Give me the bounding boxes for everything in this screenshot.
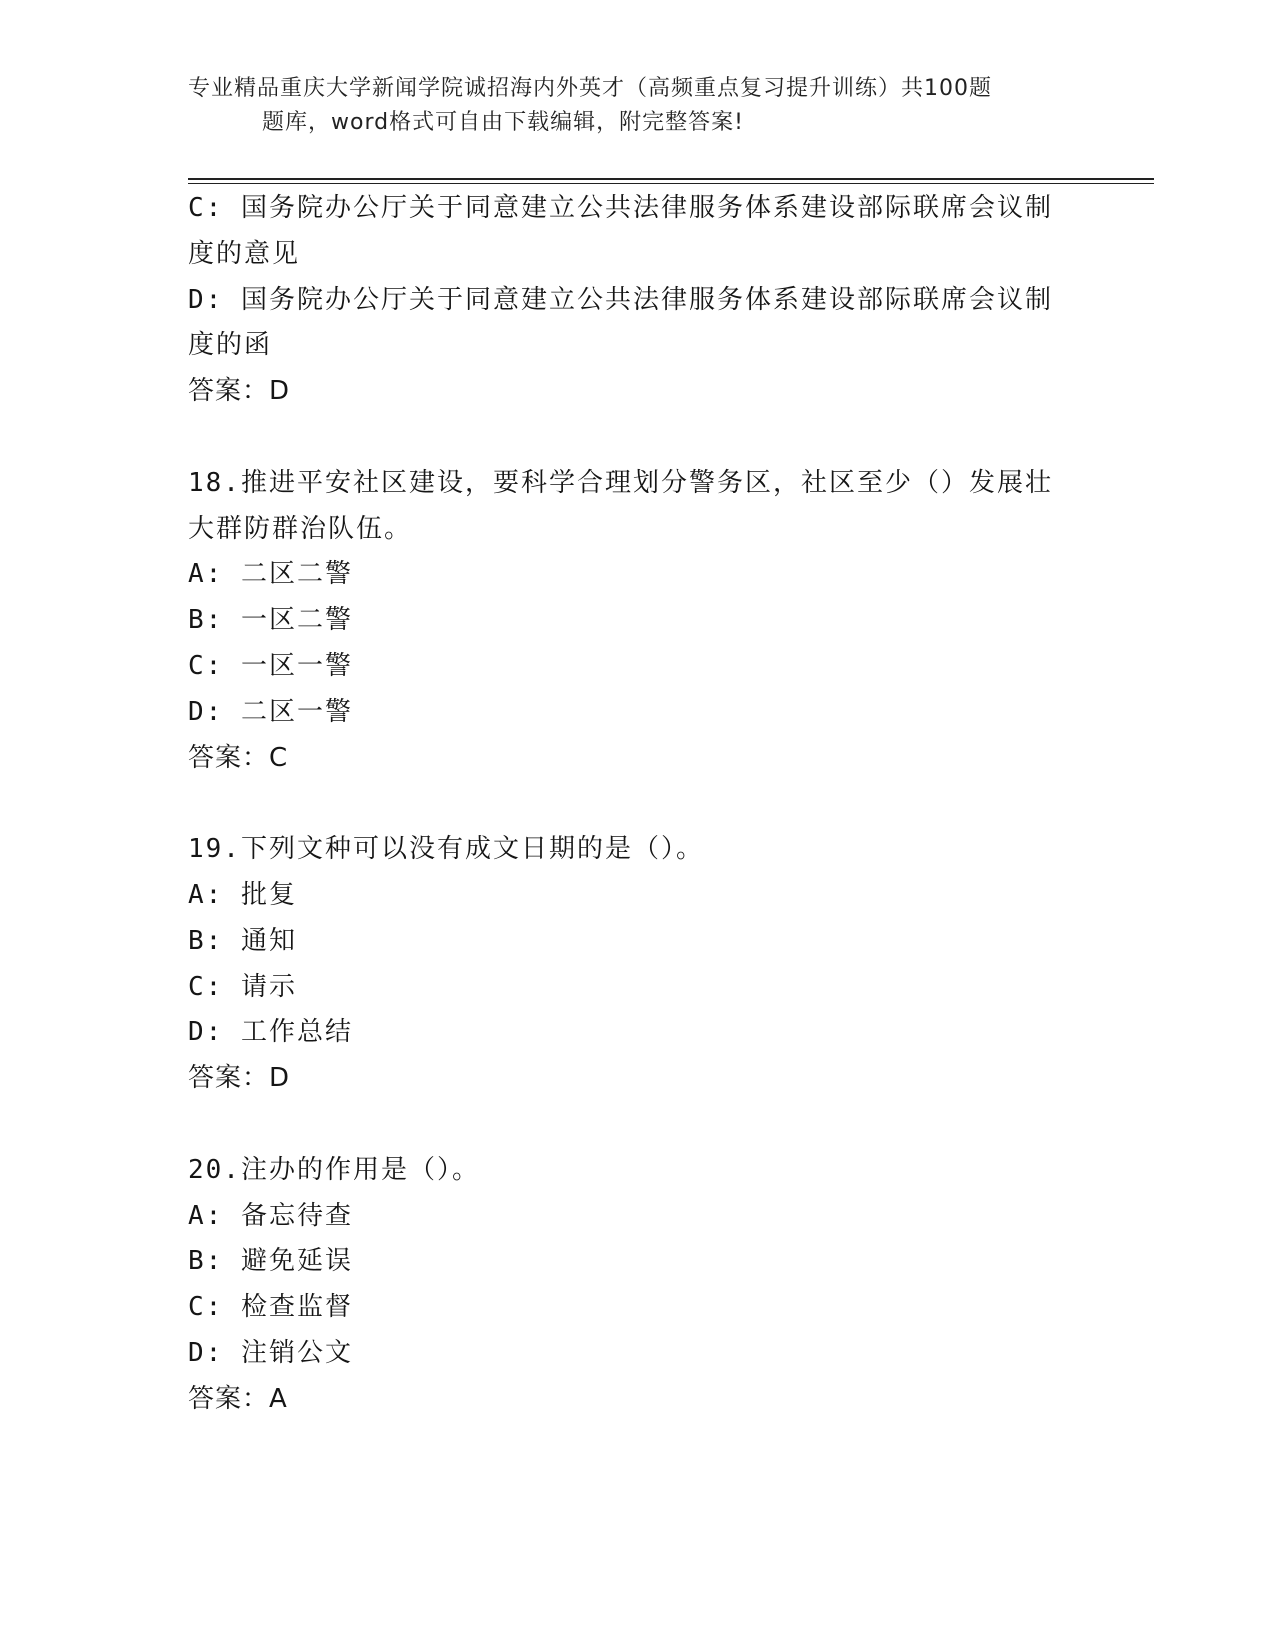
header-divider-thin <box>188 183 1154 184</box>
option-d-line-2: 度的函 <box>188 330 273 361</box>
question-18-stem-line-1: 18.推进平安社区建设，要科学合理划分警务区，社区至少（）发展壮 <box>188 467 1053 498</box>
question-20-option-b: B: 避免延误 <box>188 1246 353 1277</box>
question-20-stem: 20.注办的作用是（）。 <box>188 1154 480 1185</box>
question-20 <box>188 1148 1088 1423</box>
option-c-line-1: C: 国务院办公厅关于同意建立公共法律服务体系建设部际联席会议制 <box>188 193 1053 223</box>
question-18-option-b: B: 一区二警 <box>188 605 353 636</box>
option-c-line-2: 度的意见 <box>188 238 301 269</box>
question-18-option-d: D: 二区一警 <box>188 696 353 727</box>
question-18-option-c: C: 一区一警 <box>188 650 353 681</box>
header-line-1: 专业精品重庆大学新闻学院诚招海内外英才（高频重点复习提升训练）共100题 <box>188 76 992 101</box>
question-20-option-d: D: 注销公文 <box>188 1337 353 1368</box>
question-18-stem-line-2: 大群防群治队伍。 <box>188 513 413 544</box>
question-19-option-b: B: 通知 <box>188 925 297 956</box>
question-20-option-c: C: 检查监督 <box>188 1292 353 1323</box>
answer-20: 答案：A <box>188 1383 288 1414</box>
question-19-stem: 19.下列文种可以没有成文日期的是（）。 <box>188 834 704 865</box>
question-20-option-a: A: 备忘待查 <box>188 1200 353 1231</box>
question-19-option-d: D: 工作总结 <box>188 1017 353 1048</box>
answer-19: 答案：D <box>188 1063 291 1094</box>
header-divider-thick <box>188 178 1154 180</box>
page-header <box>188 72 1068 140</box>
question-19 <box>188 827 1088 1102</box>
question-18 <box>188 461 1088 782</box>
header-line-2: 题库，word格式可自由下载编辑，附完整答案! <box>262 110 744 135</box>
answer-18: 答案：C <box>188 742 289 773</box>
question-19-option-c: C: 请示 <box>188 971 297 1002</box>
question-list <box>188 186 1088 1423</box>
question-18-option-a: A: 二区二警 <box>188 559 353 590</box>
question-19-option-a: A: 批复 <box>188 879 297 910</box>
question-17-remainder <box>188 186 1088 415</box>
option-d-line-1: D: 国务院办公厅关于同意建立公共法律服务体系建设部际联席会议制 <box>188 284 1053 315</box>
answer-17: 答案：D <box>188 376 291 407</box>
